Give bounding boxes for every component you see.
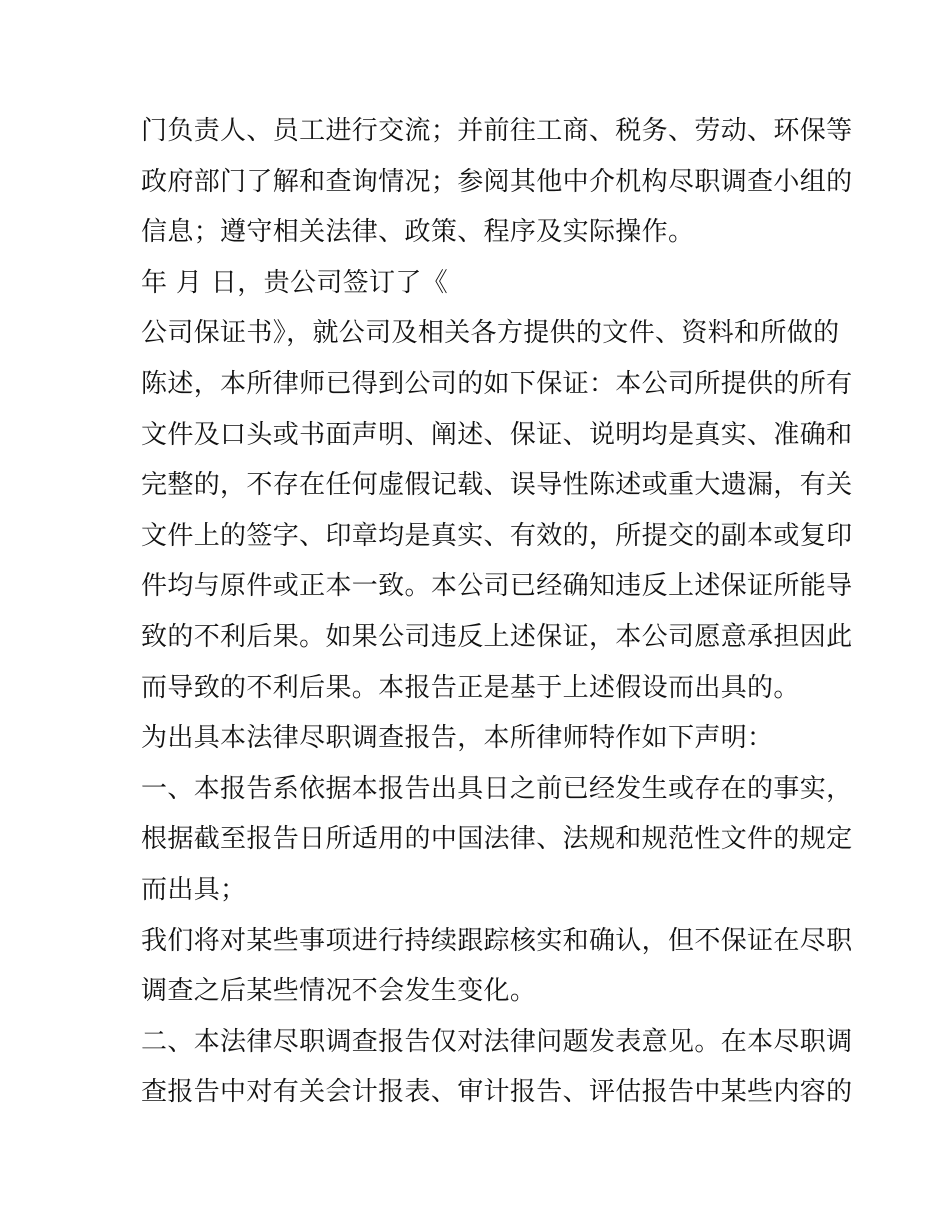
text-line: 文件上的签字、印章均是真实、有效的，所提交的副本或复印: [141, 520, 853, 551]
text-line: 根据截至报告日所适用的中国法律、法规和规范性文件的规定: [141, 824, 853, 855]
text-line: 而导致的不利后果。本报告正是基于上述假设而出具的。: [141, 672, 800, 703]
text-line: 二、本法律尽职调查报告仅对法律问题发表意见。在本尽职调: [141, 1026, 853, 1057]
text-line: 致的不利后果。如果公司违反上述保证，本公司愿意承担因此: [141, 621, 853, 652]
text-line: 查报告中对有关会计报表、审计报告、评估报告中某些内容的: [141, 1077, 853, 1108]
text-line: 信息；遵守相关法律、政策、程序及实际操作。: [141, 217, 695, 248]
text-line: 公司保证书》，就公司及相关各方提供的文件、资料和所做的: [141, 318, 840, 349]
text-line: 一、本报告系依据本报告出具日之前已经发生或存在的事实，: [141, 773, 853, 804]
text-line: 陈述，本所律师已得到公司的如下保证：本公司所提供的所有: [141, 368, 853, 399]
text-line: 调查之后某些情况不会发生变化。: [141, 976, 537, 1007]
text-line: 文件及口头或书面声明、阐述、保证、说明均是真实、准确和: [141, 419, 853, 450]
text-line: 完整的，不存在任何虚假记载、误导性陈述或重大遗漏，有关: [141, 470, 853, 501]
text-line: 我们将对某些事项进行持续跟踪核实和确认，但不保证在尽职: [141, 925, 853, 956]
text-line: 门负责人、员工进行交流；并前往工商、税务、劳动、环保等: [141, 116, 853, 146]
text-line: 政府部门了解和查询情况；参阅其他中介机构尽职调查小组的: [141, 166, 853, 197]
text-line: 为出具本法律尽职调查报告，本所律师特作如下声明：: [141, 723, 774, 754]
text-line: 件均与原件或正本一致。本公司已经确知违反上述保证所能导: [141, 571, 853, 602]
document-body: [141, 106, 853, 1118]
text-line: 年 月 日，贵公司签订了《: [141, 267, 449, 298]
text-line: 而出具；: [141, 874, 247, 905]
